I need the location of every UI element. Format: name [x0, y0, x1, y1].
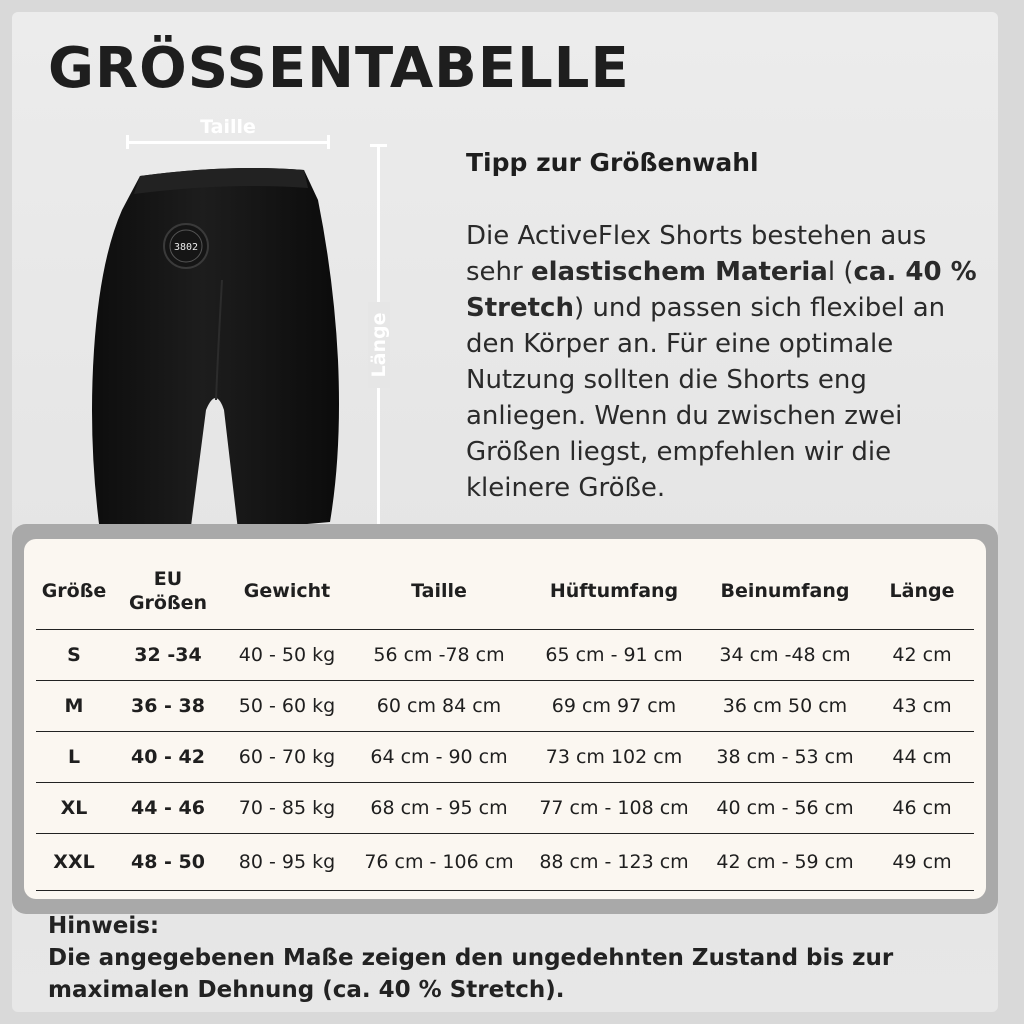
cell-waist: 56 cm -78 cm: [350, 630, 528, 681]
size-table-header-row: [36, 553, 974, 630]
cell-waist: 60 cm 84 cm: [350, 681, 528, 732]
header-hip: Hüftumfang: [528, 553, 700, 630]
cell-weight: 80 - 95 kg: [224, 834, 350, 891]
tip-text-emphasis-stretch: ca. 40 % Stretch: [466, 257, 977, 323]
cell-length: 44 cm: [870, 732, 974, 783]
cell-size: M: [36, 681, 112, 732]
tip-text-emphasis-material: elastischem Materia: [530, 257, 828, 287]
cell-size: XL: [36, 783, 112, 834]
cell-eu-size: 48 - 50: [112, 834, 224, 891]
cell-weight: 50 - 60 kg: [224, 681, 350, 732]
header-weight: Gewicht: [224, 553, 350, 630]
cell-leg: 34 cm -48 cm: [700, 630, 870, 681]
note-heading: Hinweis:: [48, 913, 160, 939]
header-eu-size-line-1: EU: [153, 568, 183, 590]
header-eu-size-line-2: Größen: [128, 592, 208, 614]
note: [48, 910, 968, 1006]
cell-hip: 77 cm - 108 cm: [528, 783, 700, 834]
waist-dimension-line: [126, 141, 330, 144]
size-chart-page: [12, 12, 998, 1012]
size-table-card: [24, 539, 986, 899]
cell-size: XXL: [36, 834, 112, 891]
tip-text-part-1: Die ActiveFlex Shorts bestehen aus sehr: [466, 221, 927, 287]
size-table: [36, 553, 974, 891]
waist-dimension-cap-right: [327, 135, 330, 149]
cell-eu-size: 32 -34: [112, 630, 224, 681]
cell-eu-size: 40 - 42: [112, 732, 224, 783]
header-leg: Beinumfang: [700, 553, 870, 630]
cell-size: L: [36, 732, 112, 783]
table-row: [36, 681, 974, 732]
length-dimension-cap-top: [370, 144, 387, 147]
waist-dimension-marker: [126, 112, 330, 152]
cell-leg: 42 cm - 59 cm: [700, 834, 870, 891]
header-eu-size: [112, 553, 224, 630]
size-table-frame: [12, 524, 998, 914]
tip-text-part-3: ) und passen sich flexibel an den Körper an. Für eine optimale Nutzung sollten die Shorts eng anliegen. Wenn du zwischen zwei Größen liegst, empfehlen wir die kleinere Größe.: [466, 293, 946, 503]
cell-waist: 76 cm - 106 cm: [350, 834, 528, 891]
cell-hip: 65 cm - 91 cm: [528, 630, 700, 681]
tip-text-part-2: l (: [827, 257, 854, 287]
display-value: 3802: [173, 242, 199, 253]
cell-eu-size: 44 - 46: [112, 783, 224, 834]
header-waist: Taille: [350, 553, 528, 630]
cell-leg: 40 cm - 56 cm: [700, 783, 870, 834]
length-label: Länge: [368, 302, 390, 388]
waist-label: Taille: [200, 116, 256, 138]
cell-length: 49 cm: [870, 834, 974, 891]
cell-weight: 60 - 70 kg: [224, 732, 350, 783]
cell-length: 42 cm: [870, 630, 974, 681]
table-row: [36, 630, 974, 681]
tip-text: [466, 218, 988, 506]
header-length: Länge: [870, 553, 974, 630]
length-dimension-marker: [364, 144, 394, 542]
cell-eu-size: 36 - 38: [112, 681, 224, 732]
cell-hip: 73 cm 102 cm: [528, 732, 700, 783]
cell-length: 43 cm: [870, 681, 974, 732]
size-table-body: [36, 630, 974, 891]
table-row: [36, 834, 974, 891]
table-row: [36, 732, 974, 783]
shorts-illustration: [88, 160, 348, 544]
cell-leg: 38 cm - 53 cm: [700, 732, 870, 783]
cell-weight: 40 - 50 kg: [224, 630, 350, 681]
header-size: Größe: [36, 553, 112, 630]
cell-length: 46 cm: [870, 783, 974, 834]
page-title: GRÖSSENTABELLE: [48, 36, 630, 101]
note-text: Die angegebenen Maße zeigen den ungedehnten Zustand bis zur maximalen Dehnung (ca. 40 % Stretch).: [48, 945, 894, 1003]
table-row: [36, 783, 974, 834]
waist-dimension-cap-left: [126, 135, 129, 149]
cell-hip: 69 cm 97 cm: [528, 681, 700, 732]
cell-weight: 70 - 85 kg: [224, 783, 350, 834]
cell-waist: 68 cm - 95 cm: [350, 783, 528, 834]
display-badge: [164, 224, 208, 268]
cell-leg: 36 cm 50 cm: [700, 681, 870, 732]
cell-hip: 88 cm - 123 cm: [528, 834, 700, 891]
cell-waist: 64 cm - 90 cm: [350, 732, 528, 783]
cell-size: S: [36, 630, 112, 681]
tip-heading: Tipp zur Größenwahl: [466, 148, 759, 177]
